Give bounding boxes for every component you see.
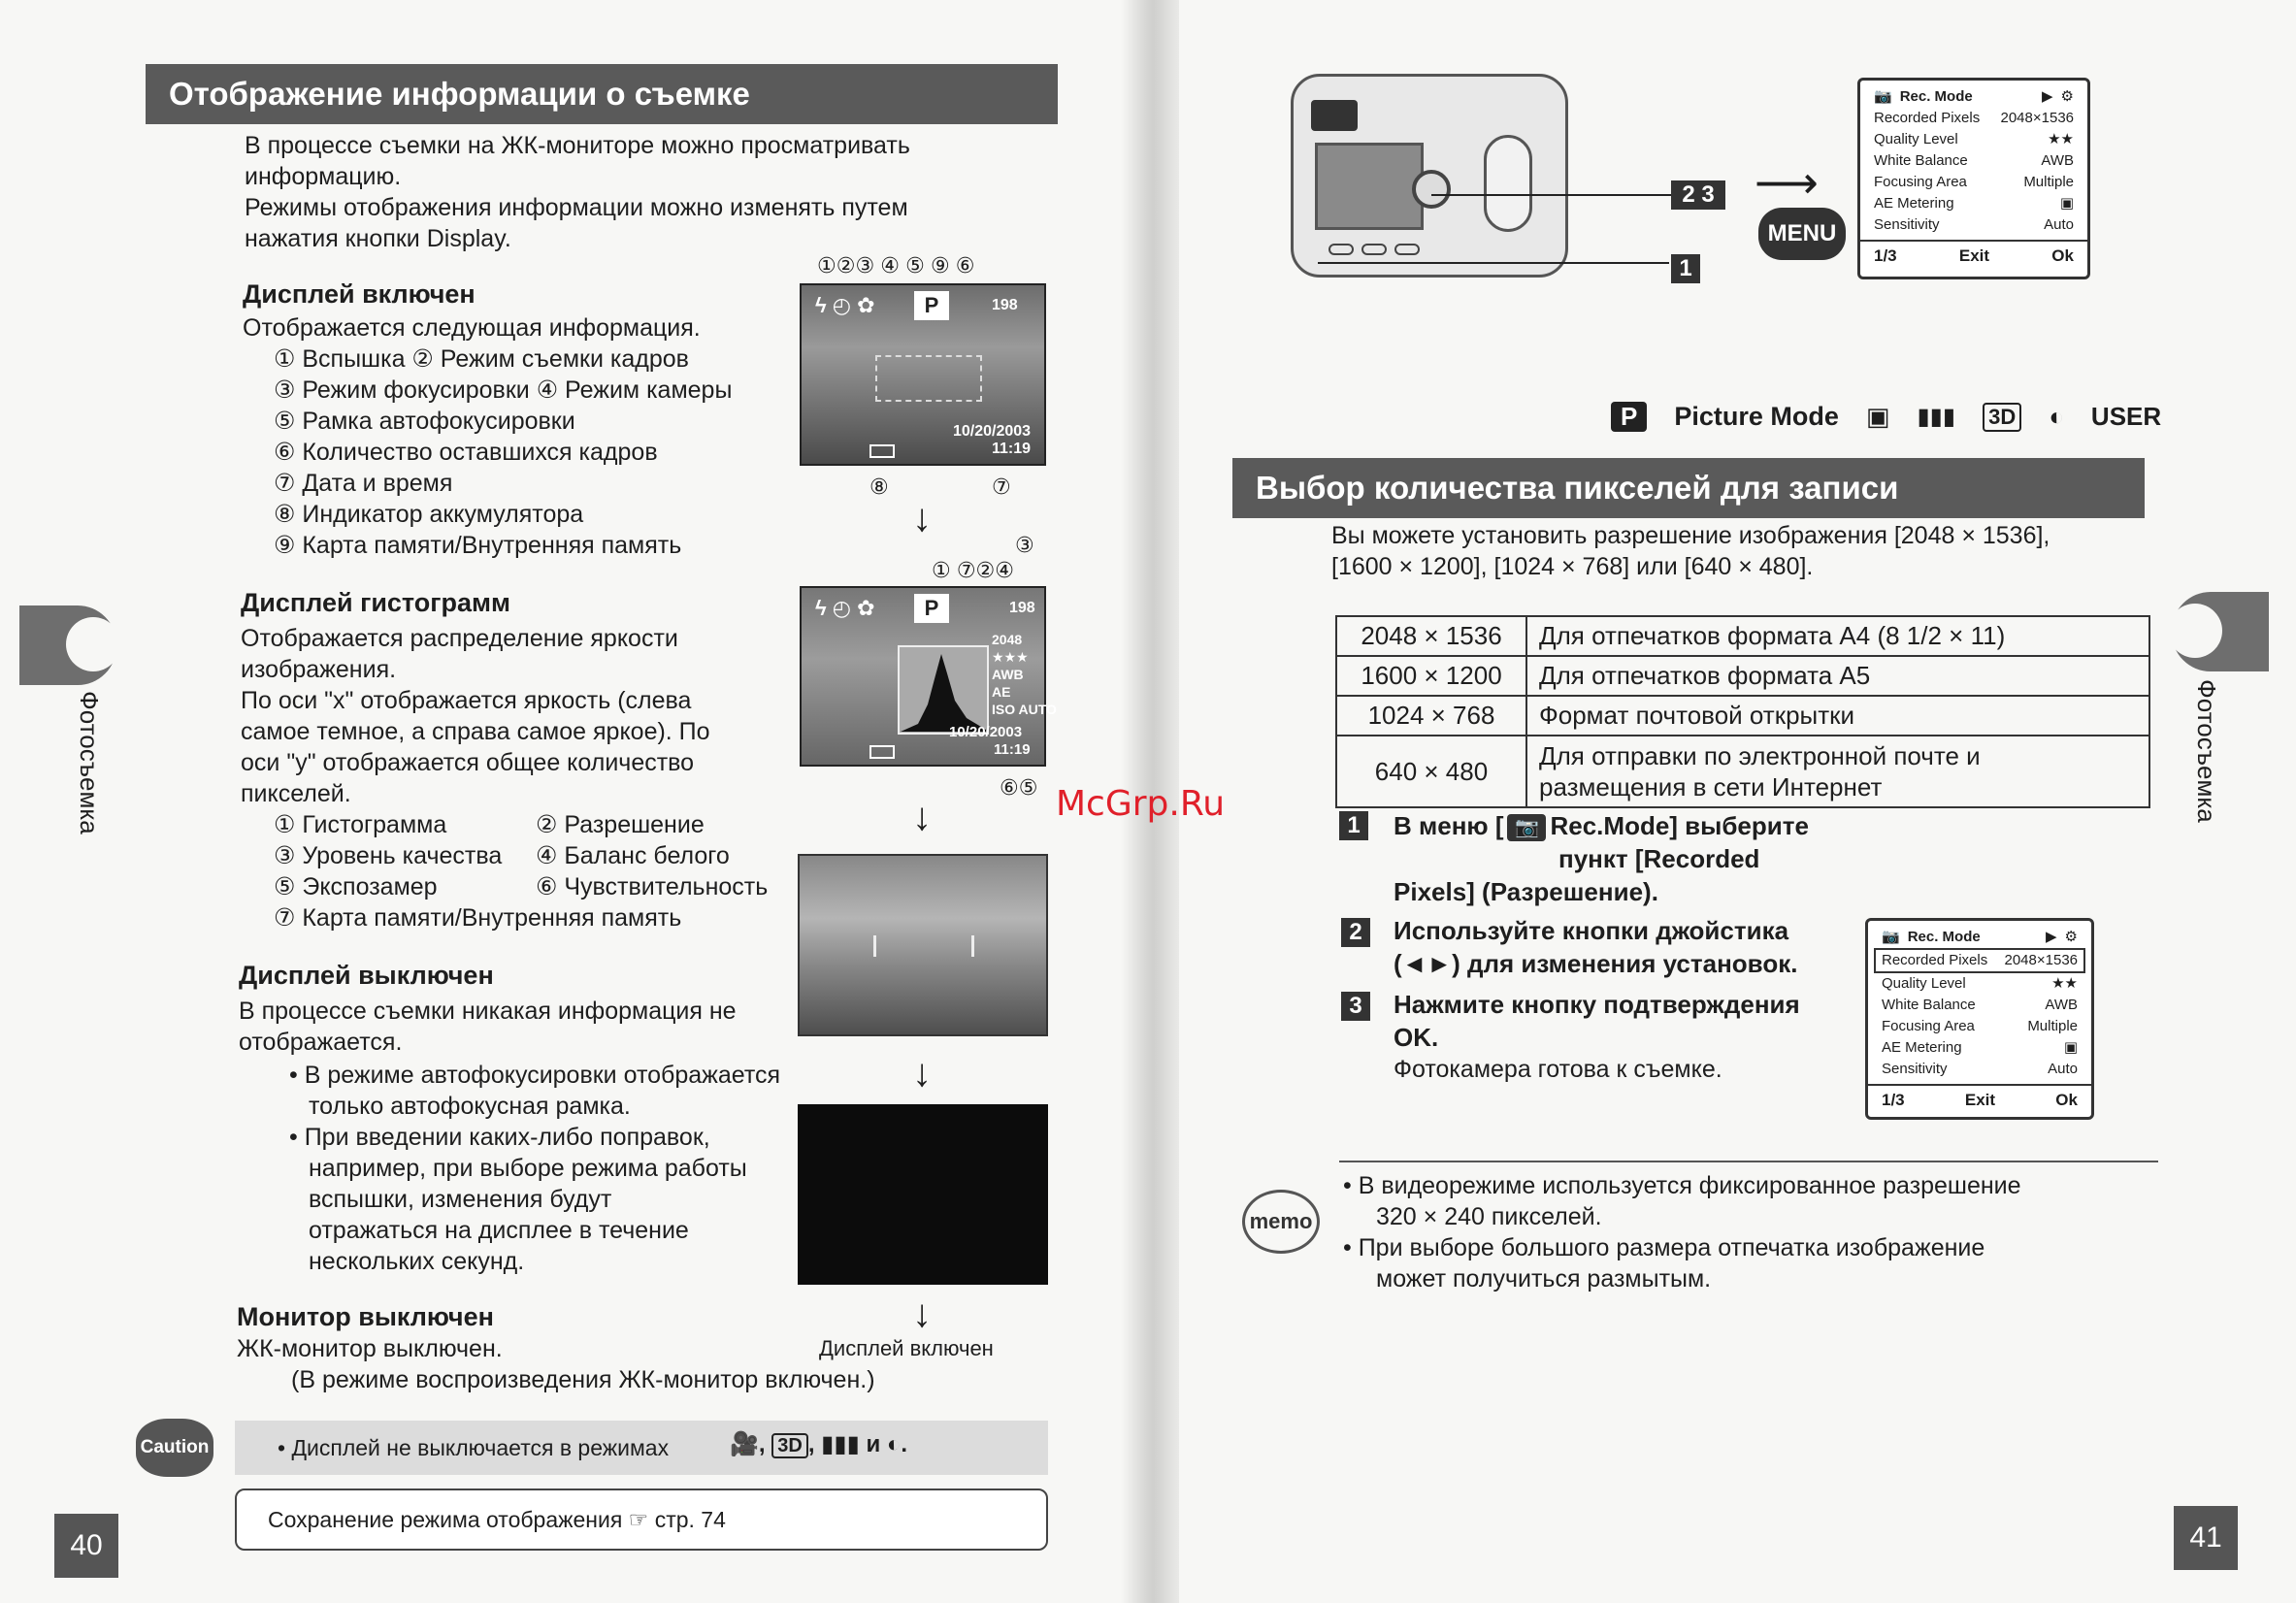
- step-2-text: Используйте кнопки джойстика (◄►) для изменения установок.: [1394, 916, 1798, 978]
- camera-mode-p-icon: P: [914, 594, 949, 623]
- lcd-display-off: [798, 854, 1048, 1036]
- list-item: ⑥ Чувствительность: [536, 873, 769, 900]
- setup-tab-icon[interactable]: ⚙: [2064, 929, 2078, 945]
- caution-text: • Дисплей не выключается в режимах: [278, 1435, 670, 1460]
- flash-icon: ϟ ◴ ✿: [815, 293, 875, 317]
- memo-badge: memo: [1242, 1190, 1320, 1254]
- user-mode-label: USER: [2090, 402, 2162, 431]
- lcd-date: 10/20/2003: [949, 724, 1023, 740]
- caution-mode-icons: 🎥, 3D , ▮▮▮ и ◐.: [730, 1431, 908, 1457]
- list-item: ⑧ Индикатор аккумулятора: [274, 501, 584, 528]
- reference-box: [235, 1488, 1048, 1551]
- arrow-down-icon: ↓: [912, 497, 932, 540]
- monitor-off-text: ЖК-монитор выключен. (В режиме воспроизведения ЖК-монитор включен.): [237, 1335, 875, 1393]
- flash-icon: ϟ ◴ ✿: [815, 596, 875, 620]
- histogram-title: Дисплей гистограмм: [241, 588, 510, 617]
- side-label-left: Фотосъемка: [75, 691, 104, 834]
- side-tab-left: [19, 605, 116, 685]
- display-off-text: В процессе съемки никакая информация не отображается.: [239, 998, 737, 1056]
- step-1-label: 1: [1671, 254, 1700, 283]
- lcd-time: 11:19: [992, 441, 1032, 457]
- table-row: 1600 × 1200 Для отпечатков формата А5: [1336, 656, 2149, 696]
- playback-tab-icon[interactable]: ▶: [2046, 929, 2057, 945]
- battery-icon: [869, 444, 895, 458]
- arrow-down-icon: ↓: [912, 796, 932, 838]
- histogram-text: Отображается распределение яркости изображения. По оси "x" отображается яркость (слева самое темное, а справа самое яркое). По оси "у" отображается общее количество пикселей.: [241, 625, 710, 807]
- histogram-info: 2048 ★★★ AWB AE ISO AUTO: [992, 632, 1057, 717]
- step-3-text: Нажмите кнопку подтверждения OK.: [1394, 990, 1800, 1052]
- list-item: ① Гистограмма: [274, 811, 447, 838]
- steps-2-3-label: 2 3: [1671, 180, 1725, 210]
- table-row: 640 × 480 Для отправки по электронной почте и размещения в сети Интернет: [1336, 736, 2149, 807]
- menu-button-icon: MENU: [1758, 208, 1846, 260]
- arrow-down-icon: ↓: [912, 1292, 932, 1335]
- list-item: ① Вспышка ② Режим съемки кадров: [274, 345, 689, 373]
- menu-row[interactable]: AE Metering ▣: [1882, 1039, 2078, 1056]
- rec-mode-menu: [1857, 78, 2090, 279]
- list-item: ⑦ Дата и время: [274, 470, 453, 497]
- list-item: ⑦ Карта памяти/Внутренняя память: [274, 904, 682, 932]
- list-item: ⑤ Рамка автофокусировки: [274, 408, 575, 435]
- menu-exit-button[interactable]: Exit: [1964, 1091, 1996, 1109]
- side-tab-right: [2172, 592, 2269, 671]
- portrait-mode-icon: ▣: [1865, 402, 1890, 431]
- display-off-bullets: • В режиме автофокусировки отображается только автофокусная рамка. • При введении каких-либо поправок, например, при выборе режима работы вспышки, изменения будут отражаться на дисплее в течение нескольких секунд.: [289, 1062, 781, 1275]
- step-3-marker: 3: [1341, 992, 1370, 1021]
- af-frame: [875, 355, 982, 402]
- menu-row[interactable]: Sensitivity Auto: [1874, 216, 2074, 233]
- menu-page-indicator: 1/3: [1874, 246, 1897, 265]
- lcd-histogram: [800, 586, 1057, 767]
- mode-icons-row: [1611, 402, 2161, 432]
- 3d-mode-icon: 3D: [1983, 403, 2021, 432]
- lcd2-callout-3: ③: [1015, 533, 1034, 557]
- watermark: McGrp.Ru: [1056, 784, 1226, 824]
- intro-text: В процессе съемки на ЖК-мониторе можно просматривать информацию. Режимы отображения информации можно изменять путем нажатия кнопки Display.: [245, 132, 910, 252]
- af-frame: [873, 935, 974, 957]
- display-on-list: [274, 344, 732, 561]
- page-number-left: 40: [54, 1514, 118, 1578]
- camera-icon: 📷: [1882, 929, 1900, 945]
- half-circle-mode-icon: ◐: [886, 1431, 902, 1457]
- panorama-mode-icon: ▮▮▮: [821, 1431, 860, 1457]
- grip: [1484, 135, 1532, 232]
- menu-ok-button[interactable]: Ok: [2055, 1091, 2078, 1109]
- display-on-subtitle: Отображается следующая информация.: [243, 314, 701, 342]
- list-item: ② Разрешение: [536, 811, 705, 838]
- program-mode-icon: P: [1611, 402, 1647, 432]
- half-circle-mode-icon: ◐: [2049, 402, 2064, 431]
- lcd2-callouts: ① ⑦②④: [932, 558, 1015, 582]
- movie-mode-icon: 🎥: [730, 1431, 759, 1457]
- page-number-right: 41: [2174, 1506, 2238, 1570]
- list-item: ⑨ Карта памяти/Внутренняя память: [274, 532, 682, 559]
- display-off-title: Дисплей выключен: [239, 961, 494, 990]
- arrow-right-icon: ⟶: [1755, 157, 1819, 208]
- list-item: ④ Баланс белого: [536, 842, 730, 869]
- list-item: ③ Уровень качества: [274, 842, 503, 869]
- menu-row[interactable]: Quality Level ★★: [1874, 131, 2074, 147]
- list-item: ⑤ Экспозамер: [274, 873, 438, 900]
- reference-text: Сохранение режима отображения ☞ стр. 74: [268, 1507, 726, 1532]
- caution-bar: [235, 1421, 1048, 1475]
- resolution-table: [1335, 615, 2150, 808]
- lcd1-callouts: ①②③ ④ ⑤ ⑨ ⑥: [817, 253, 975, 278]
- setup-tab-icon[interactable]: ⚙: [2060, 88, 2074, 105]
- camera-button: [1361, 244, 1387, 255]
- histogram-graph: [899, 646, 988, 734]
- step-2-marker: 2: [1341, 918, 1370, 947]
- menu-row[interactable]: White Balance AWB: [1874, 152, 2074, 169]
- camera-back-illustration: [1291, 74, 1568, 278]
- callout-8: ⑧: [869, 474, 889, 499]
- lcd2-callouts-bottom: ⑥⑤: [1000, 775, 1038, 800]
- viewfinder: [1311, 100, 1358, 131]
- list-item: ⑥ Количество оставшихся кадров: [274, 439, 658, 466]
- joystick-button: [1412, 170, 1451, 209]
- menu-exit-button[interactable]: Exit: [1958, 246, 1990, 265]
- camera-mode-p-icon: P: [914, 291, 949, 320]
- menu-row[interactable]: Focusing Area Multiple: [1874, 174, 2074, 190]
- callout-7: ⑦: [992, 474, 1011, 499]
- menu-ok-button[interactable]: Ok: [2051, 246, 2074, 265]
- table-cell-multiline: Для отправки по электронной почте и размещения в сети Интернет: [1526, 736, 2149, 807]
- lcd-time: 11:19: [994, 741, 1031, 758]
- remaining-shots: 198: [992, 297, 1018, 313]
- remaining-shots: 198: [1009, 600, 1035, 616]
- section-header: Отображение информации о съемке: [146, 64, 1058, 124]
- step-3-note: Фотокамера готова к съемке.: [1394, 1056, 1722, 1083]
- arrow-down-icon: ↓: [912, 1052, 932, 1095]
- menu-row[interactable]: Sensitivity Auto: [1882, 1061, 2078, 1077]
- menu-row-selected[interactable]: Recorded Pixels 2048×1536: [1874, 948, 2085, 973]
- menu-row[interactable]: White Balance AWB: [1882, 997, 2078, 1013]
- pixels-intro: Вы можете установить разрешение изображения [2048 × 1536], [1600 × 1200], [1024 × 768] или [640 × 480].: [1331, 522, 2050, 580]
- step-1-marker: 1: [1339, 811, 1368, 840]
- menu-tab-rec-mode[interactable]: Rec. Mode: [1907, 929, 1981, 945]
- panorama-mode-icon: ▮▮▮: [1917, 404, 1956, 430]
- menu-row[interactable]: Focusing Area Multiple: [1882, 1018, 2078, 1034]
- lcd-date: 10/20/2003: [953, 423, 1032, 440]
- lcd-screen: [1315, 143, 1424, 230]
- lcd-display-on: [800, 283, 1046, 466]
- menu-page-indicator: 1/3: [1882, 1091, 1905, 1109]
- side-label-right: Фотосъемка: [2192, 679, 2221, 823]
- menu-row[interactable]: Quality Level ★★: [1882, 975, 2078, 992]
- picture-mode-label: Picture Mode: [1674, 402, 1839, 431]
- menu-row[interactable]: AE Metering ▣: [1874, 195, 2074, 212]
- playback-tab-icon[interactable]: ▶: [2042, 88, 2053, 105]
- battery-icon: [869, 745, 895, 759]
- camera-button: [1328, 244, 1354, 255]
- display-on-caption: Дисплей включен: [819, 1336, 994, 1360]
- monitor-off-title: Монитор выключен: [237, 1302, 494, 1331]
- caution-badge: Caution: [136, 1419, 213, 1477]
- menu-tab-rec-mode[interactable]: Rec. Mode: [1899, 88, 1973, 105]
- rec-mode-menu-selected: [1865, 918, 2094, 1120]
- list-item: ③ Режим фокусировки ④ Режим камеры: [274, 376, 733, 404]
- step-1-text: В меню [ 📷 Rec.Mode] выберите пункт [Recorded Pixels] (Разрешение).: [1394, 811, 1809, 906]
- display-on-title: Дисплей включен: [243, 279, 476, 309]
- menu-row[interactable]: Recorded Pixels 2048×1536: [1874, 110, 2074, 126]
- camera-icon: 📷: [1507, 814, 1546, 841]
- table-row: 1024 × 768 Формат почтовой открытки: [1336, 696, 2149, 736]
- 3d-mode-icon: 3D: [771, 1433, 808, 1458]
- camera-icon: 📷: [1874, 88, 1892, 105]
- lcd-monitor-off: [798, 1104, 1048, 1285]
- memo-text: • В видеорежиме используется фиксированное разрешение 320 × 240 пикселей. • При выборе большого размера отпечатка изображение может получиться размытым.: [1343, 1172, 2021, 1292]
- table-row: 2048 × 1536 Для отпечатков формата А4 (8 1/2 × 11): [1336, 616, 2149, 656]
- section-header-pixels: Выбор количества пикселей для записи: [1232, 458, 2145, 518]
- camera-button: [1394, 244, 1420, 255]
